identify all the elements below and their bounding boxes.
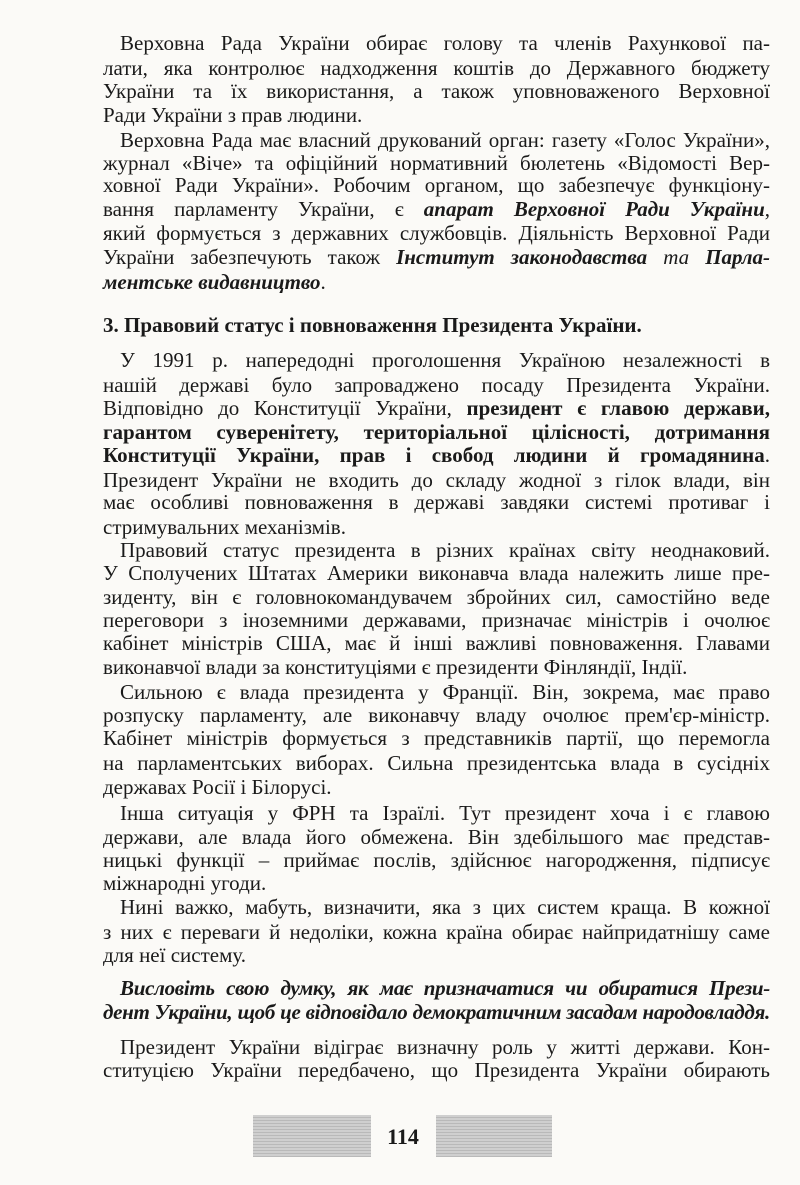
text-run: лати, яка контролює надходження коштів до Державного бюджету (103, 56, 770, 80)
text-line (103, 198, 770, 220)
emphasis-text: Інститут законодавства (396, 245, 648, 269)
text-line (103, 562, 770, 584)
text-run: розпуску парламенту, але виконавчу владу очолює прем'єр-міністр. (103, 703, 770, 727)
text-run: журнал «Віче» та офіційний нормативний бюлетень «Відомості Вер- (103, 151, 770, 175)
text-run: Нині важко, мабуть, визначити, яка з цих систем краща. В кожної (120, 895, 770, 919)
text-run: України забезпечують також (103, 245, 397, 269)
text-line (103, 174, 770, 196)
text-line (103, 222, 770, 244)
text-run: кабінет міністрів США, має й інші важливі повноваження. Главами (103, 631, 770, 655)
text-line (103, 1001, 770, 1023)
text-line (103, 944, 770, 966)
text-line (103, 586, 770, 608)
text-line (103, 727, 770, 749)
text-run: Відповідно до Конституції України, (103, 396, 467, 420)
text-run: Президент України відіграє визначну роль у житті держави. Кон- (120, 1035, 770, 1059)
text-line (103, 656, 770, 678)
text-line (120, 977, 770, 999)
emphasis-text: дент України, щоб це відповідало демократичним засадам народовладдя. (103, 1000, 770, 1024)
page-number: 114 (387, 1124, 419, 1149)
text-line (103, 849, 770, 871)
text-line (103, 491, 770, 513)
text-run: Кабінет міністрів формується з представників партії, що перемогла (103, 726, 770, 750)
text-run: . (764, 443, 770, 467)
text-line (103, 397, 770, 419)
text-line (103, 921, 770, 943)
text-line (103, 516, 770, 538)
text-line (120, 349, 770, 371)
text-line (103, 776, 770, 798)
text-run: з них є переваги й недоліки, кожна країна обирає найпридатнішу саме (103, 920, 770, 944)
text-run: ституцією України передбачено, що Президента України обирають (103, 1058, 770, 1082)
text-line (103, 826, 770, 848)
text-run (689, 245, 705, 269)
text-run: стримувальних механізмів. (103, 515, 346, 539)
text-run: держави, але влада його обмежена. Він здебільшого має представ- (103, 825, 770, 849)
emphasis-text: Конституції України, прав і свобод людини й громадянина (103, 443, 765, 467)
text-line (103, 57, 770, 79)
text-run: ницькі функції – приймає послів, здійснює нагородження, підписує (103, 848, 770, 872)
text-line (103, 104, 770, 126)
text-run: нашій державі було запроваджено посаду Президента України. (103, 373, 770, 397)
text-line (103, 752, 770, 774)
text-run: Верховна Рада України обирає голову та членів Рахункової па- (120, 31, 770, 55)
text-run: вання парламенту України, є (103, 197, 424, 221)
text-line (103, 609, 770, 631)
text-line (120, 129, 770, 151)
text-line (103, 152, 770, 174)
text-line (103, 80, 770, 102)
text-line (103, 872, 770, 894)
text-line (120, 539, 770, 561)
text-line (103, 374, 770, 396)
emphasis-text: Висловіть свою думку, як має призначатися чи обиратися Прези- (120, 976, 770, 1000)
text-line (120, 681, 770, 703)
page-number-decoration-right (436, 1115, 552, 1157)
text-line (103, 704, 770, 726)
text-run: міжнародні угоди. (103, 871, 267, 895)
text-run: Сильною є влада президента у Франції. Він, зокрема, має право (120, 680, 770, 704)
text-line (103, 469, 770, 491)
text-line (103, 421, 770, 443)
text-run: , (764, 197, 771, 221)
text-run: має особливі повноваження в державі завдяки системі противаг і (103, 490, 770, 514)
text-run: який формується з державних службовців. Діяльність Верховної Ради (103, 221, 770, 245)
text-run: на парламентських виборах. Сильна президентська влада в сусідніх (103, 751, 770, 775)
text-line (120, 802, 770, 824)
page-number-decoration-left (253, 1115, 371, 1157)
emphasis-text: та (663, 245, 690, 269)
emphasis-text: Парла- (705, 245, 771, 269)
text-line (103, 1059, 770, 1081)
text-line (120, 1036, 770, 1058)
text-run: зиденту, він є головнокомандувачем збройних сил, самостійно веде (103, 585, 770, 609)
text-run: Президент України не входить до складу жодної з гілок влади, він (103, 468, 770, 492)
text-run: Правовий статус президента в різних країнах світу неоднаковий. (120, 538, 770, 562)
text-run: виконавчої влади за конституціями є президенти Фінляндії, Індії. (103, 655, 688, 679)
text-line (103, 632, 770, 654)
text-run (647, 245, 663, 269)
text-line (103, 271, 770, 293)
emphasis-text: президент є главою держави, (466, 396, 770, 420)
text-line (103, 444, 770, 466)
text-run: У 1991 р. напередодні проголошення Україною незалежності в (120, 348, 770, 372)
emphasis-text: апарат Верховної Ради України (423, 197, 765, 221)
section-heading: 3. Правовий статус і повноваження Президента України. (103, 313, 642, 337)
emphasis-text: гарантом суверенітету, територіальної цілісності, дотримання (103, 420, 770, 444)
emphasis-text: ментське видавництво (103, 270, 321, 294)
text-run: . (320, 270, 326, 294)
text-line (120, 32, 770, 54)
text-run: Ради України з прав людини. (103, 103, 363, 127)
text-run: У Сполучених Штатах Америки виконавча влада належить лише пре- (103, 561, 770, 585)
text-line (120, 896, 770, 918)
text-run: Верховна Рада має власний друкований орган: газету «Голос України», (120, 128, 770, 152)
text-run: державах Росії і Білорусі. (103, 775, 332, 799)
text-run: України та їх використання, а також уповноваженого Верховної (103, 79, 770, 103)
text-run: Інша ситуація у ФРН та Ізраїлі. Тут президент хоча і є главою (120, 801, 770, 825)
text-run: ховної Ради України». Робочим органом, що забезпечує функціону- (103, 173, 770, 197)
text-run: переговори з іноземними державами, призначає міністрів і очолює (103, 608, 770, 632)
text-line (103, 246, 770, 268)
text-run: для неї систему. (103, 943, 247, 967)
